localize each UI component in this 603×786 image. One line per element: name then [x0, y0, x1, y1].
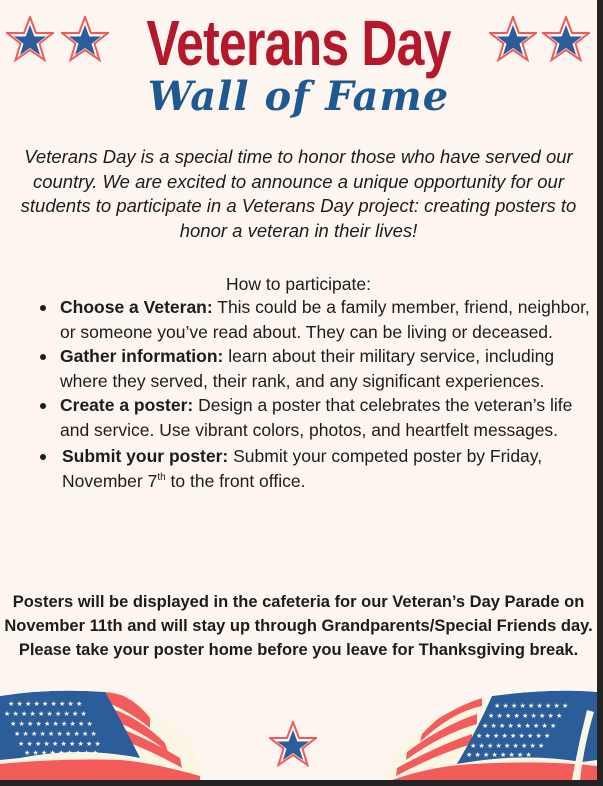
step-text: to the front office. [165, 470, 306, 491]
steps-list [38, 295, 591, 493]
us-flag-icon [0, 688, 210, 780]
step-label: Choose a Veteran: [60, 297, 213, 317]
notice-paragraph: Posters will be displayed in the cafeteria for our Veteran’s Day Parade on November 11th and will stay up through Grandparents/Special Friends day. Please take your poster home before you leave for Thanksgiving break. [4, 593, 593, 659]
svg-text:★ ★ ★ ★ ★ ★ ★ ★ ★: ★ ★ ★ ★ ★ ★ ★ ★ ★ [488, 712, 563, 720]
list-item [38, 444, 591, 493]
step-text: Submit your competed poster by Friday, November 7 [62, 446, 543, 491]
svg-text:★ ★ ★ ★ ★ ★ ★ ★ ★ ★: ★ ★ ★ ★ ★ ★ ★ ★ ★ ★ [4, 710, 87, 718]
page-title: Veterans Day [146, 7, 451, 79]
bullet-icon [40, 454, 46, 460]
list-item [38, 295, 591, 344]
svg-text:★ ★ ★ ★ ★ ★ ★ ★ ★: ★ ★ ★ ★ ★ ★ ★ ★ ★ [8, 700, 83, 708]
list-item [38, 344, 591, 393]
svg-text:★ ★ ★ ★ ★ ★ ★ ★ ★: ★ ★ ★ ★ ★ ★ ★ ★ ★ [476, 732, 551, 740]
step-text: This could be a family member, friend, neighbor, or someone you’ve read about. They can be living or deceased. [60, 297, 590, 342]
svg-text:★ ★ ★ ★ ★ ★ ★ ★ ★: ★ ★ ★ ★ ★ ★ ★ ★ ★ [482, 722, 557, 730]
bullet-icon [40, 403, 46, 409]
star-icon [542, 16, 590, 62]
svg-text:★ ★ ★ ★ ★ ★ ★ ★ ★ ★: ★ ★ ★ ★ ★ ★ ★ ★ ★ ★ [18, 740, 101, 748]
star-icon [6, 16, 54, 62]
svg-text:★ ★ ★ ★ ★ ★ ★ ★: ★ ★ ★ ★ ★ ★ ★ ★ [466, 751, 532, 759]
svg-text:★ ★ ★ ★ ★ ★ ★ ★ ★: ★ ★ ★ ★ ★ ★ ★ ★ ★ [24, 749, 99, 757]
svg-text:★ ★ ★ ★ ★ ★ ★ ★ ★: ★ ★ ★ ★ ★ ★ ★ ★ ★ [470, 742, 545, 750]
svg-text:★ ★ ★ ★ ★ ★ ★ ★ ★: ★ ★ ★ ★ ★ ★ ★ ★ ★ [494, 702, 569, 710]
step-label: Create a poster: [60, 395, 194, 415]
list-item [38, 393, 591, 442]
page-subtitle: Wall of Fame [147, 73, 450, 120]
step-label: Submit your poster: [62, 446, 229, 466]
svg-text:★ ★ ★ ★ ★ ★ ★ ★ ★ ★: ★ ★ ★ ★ ★ ★ ★ ★ ★ ★ [10, 720, 93, 728]
bullet-icon [40, 305, 46, 311]
intro-paragraph: Veterans Day is a special time to honor those who have served our country. We are excited to announce a unique opportunity for our students to participate in a Veterans Day project: creating posters to honor a veteran in their lives! [20, 146, 577, 241]
us-flag-icon [382, 690, 597, 780]
step-label: Gather information: [60, 346, 224, 366]
step-text: Design a poster that celebrates the veteran’s life and service. Use vibrant colors, photos, and heartfelt messages. [60, 395, 573, 440]
ordinal-suffix: th [157, 471, 166, 483]
star-icon [269, 721, 317, 767]
bullet-icon [40, 354, 46, 360]
how-to-heading: How to participate: [226, 274, 371, 294]
svg-text:★ ★ ★ ★ ★ ★ ★ ★ ★ ★: ★ ★ ★ ★ ★ ★ ★ ★ ★ ★ [14, 730, 97, 738]
step-text: learn about their military service, including where they served, their rank, and any significant experiences. [60, 346, 555, 391]
